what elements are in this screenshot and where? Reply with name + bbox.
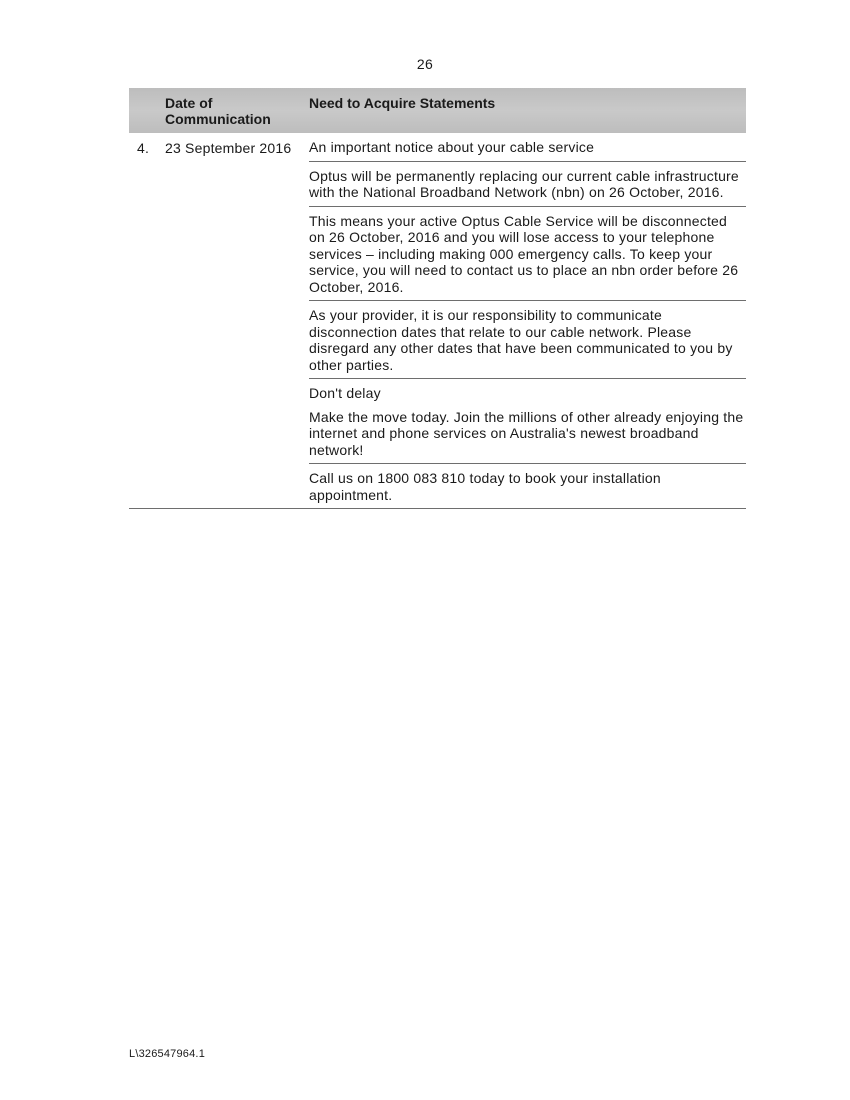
statement-cell <box>309 207 746 302</box>
statement-text: This means your active Optus Cable Service will be disconnected on 26 October, 2016 and you will lose access to your telephone services – including making 000 emergency calls. To keep your service, you will need to contact us to place an nbn order before 26 October, 2016. <box>309 212 739 295</box>
statement-cell <box>309 379 746 464</box>
statement-text: Call us on 1800 083 810 today to book your installation appointment. <box>309 470 661 503</box>
page-number: 26 <box>416 56 434 72</box>
statement-cell <box>309 464 746 508</box>
statement-text: Make the move today. Join the millions of other already enjoying the internet and phone services on Australia's newest broadband network! <box>309 408 744 458</box>
statement-text: Don't delay <box>309 385 381 401</box>
header-date-of-communication: Date of Communication <box>165 95 271 127</box>
table-bottom-rule <box>129 508 746 509</box>
statement-cell <box>309 133 746 162</box>
statement-text: As your provider, it is our responsibility to communicate disconnection dates that relate to our cable network. Please disregard any other dates that have been communicated to you by other parties. <box>309 307 733 373</box>
statement-text: Optus will be permanently replacing our current cable infrastructure with the National Broadband Network (nbn) on 26 October, 2016. <box>309 167 739 200</box>
statement-list <box>309 133 746 508</box>
statement-cell <box>309 162 746 207</box>
header-number <box>129 95 165 133</box>
statement-text: An important notice about your cable service <box>309 139 595 155</box>
table-row <box>129 133 746 508</box>
table-header-row <box>129 88 746 133</box>
document-id: L\326547964.1 <box>129 1048 206 1060</box>
row-number: 4. <box>137 140 150 156</box>
communications-table <box>129 88 746 508</box>
statement-cell <box>309 301 746 379</box>
row-date: 23 September 2016 <box>165 140 292 156</box>
header-need-to-acquire-statements: Need to Acquire Statements <box>309 95 496 111</box>
